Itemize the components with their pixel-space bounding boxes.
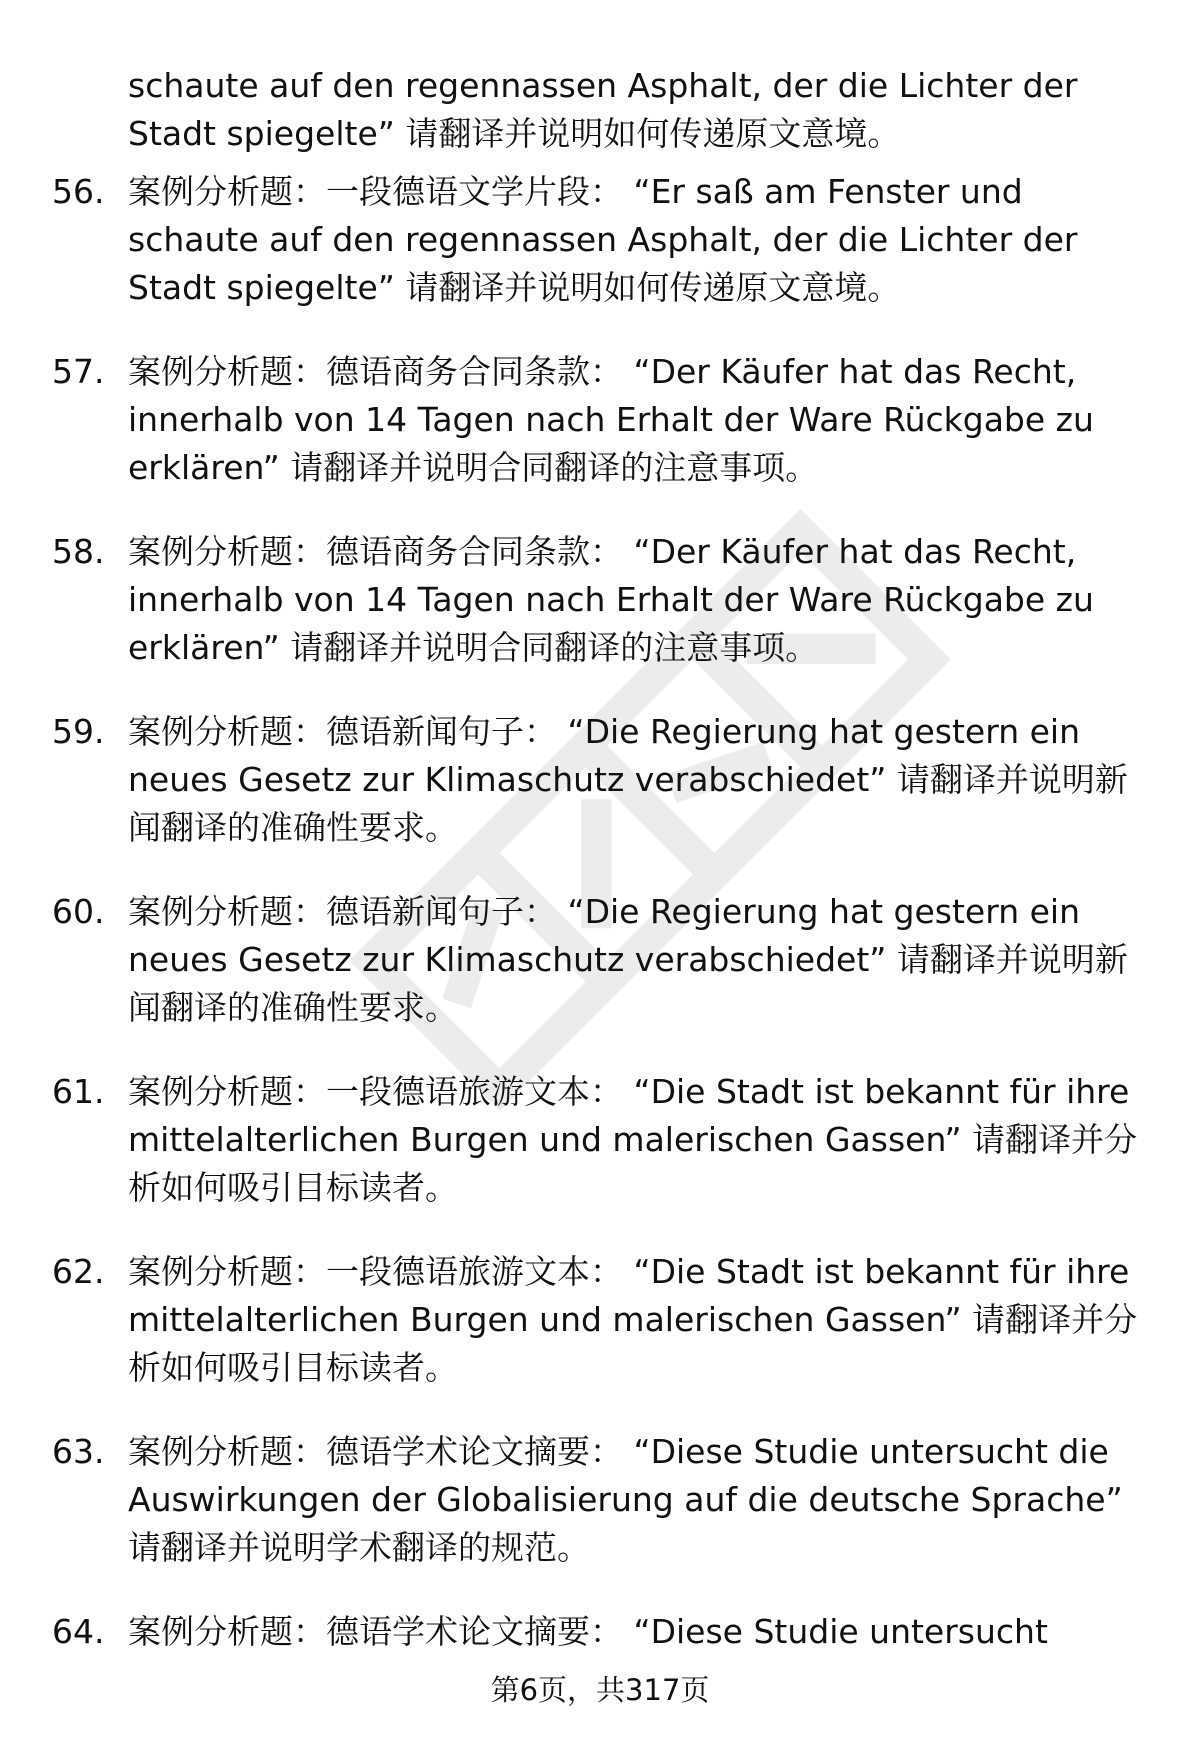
question-text: 案例分析题：德语商务合同条款： “Der Käufer hat das Recht, innerhalb von 14 Tagen nach Erhalt der Ware Rückgabe zu erklären” 请翻译并说明合同翻译的注意事项。: [128, 352, 1094, 487]
question-number: 58.: [52, 532, 105, 571]
question-item: [52, 1428, 1152, 1572]
question-text: 案例分析题：一段德语文学片段： “Er saß am Fenster und schaute auf den regennassen Asphalt, der die Lichter der Stadt spiegelte” 请翻译并说明如何传递原文意境。: [128, 172, 1078, 307]
question-item: [52, 348, 1152, 492]
question-number: 63.: [52, 1432, 105, 1471]
question-number: 62.: [52, 1252, 105, 1291]
question-text: 案例分析题：德语学术论文摘要： “Diese Studie untersucht: [128, 1612, 1048, 1651]
question-item: [52, 528, 1152, 672]
question-item: [52, 1608, 1152, 1656]
question-item: [52, 1248, 1152, 1392]
question-text: 案例分析题：德语学术论文摘要： “Diese Studie untersucht die Auswirkungen der Globalisierung auf die deutsche Sprache” 请翻译并说明学术翻译的规范。: [128, 1432, 1123, 1567]
question-text: 案例分析题：德语新闻句子： “Die Regierung hat gestern ein neues Gesetz zur Klimaschutz verabschiedet” 请翻译并说明新闻翻译的准确性要求。: [128, 712, 1128, 847]
question-number: 59.: [52, 712, 105, 751]
question-number: 64.: [52, 1612, 105, 1651]
question-text: 案例分析题：德语新闻句子： “Die Regierung hat gestern ein neues Gesetz zur Klimaschutz verabschiedet” 请翻译并说明新闻翻译的准确性要求。: [128, 892, 1128, 1027]
question-item: [52, 888, 1152, 1032]
question-number: 60.: [52, 892, 105, 931]
question-item: [52, 1068, 1152, 1212]
question-number: 61.: [52, 1072, 105, 1111]
question-text: 案例分析题：一段德语旅游文本： “Die Stadt ist bekannt für ihre mittelalterlichen Burgen und malerischen Gassen” 请翻译并分析如何吸引目标读者。: [128, 1072, 1138, 1207]
question-item: [52, 708, 1152, 852]
question-text: 案例分析题：一段德语旅游文本： “Die Stadt ist bekannt für ihre mittelalterlichen Burgen und malerischen Gassen” 请翻译并分析如何吸引目标读者。: [128, 1252, 1138, 1387]
question-text: 案例分析题：德语商务合同条款： “Der Käufer hat das Recht, innerhalb von 14 Tagen nach Erhalt der Ware Rückgabe zu erklären” 请翻译并说明合同翻译的注意事项。: [128, 532, 1094, 667]
question-number: 56.: [52, 172, 105, 211]
question-number: 57.: [52, 352, 105, 391]
page-indicator: 第6页，共317页: [490, 1673, 710, 1707]
continued-question-text: schaute auf den regennassen Asphalt, der die Lichter der Stadt spiegelte” 请翻译并说明如何传递原文意境。: [128, 66, 1078, 153]
question-item: [52, 168, 1152, 312]
